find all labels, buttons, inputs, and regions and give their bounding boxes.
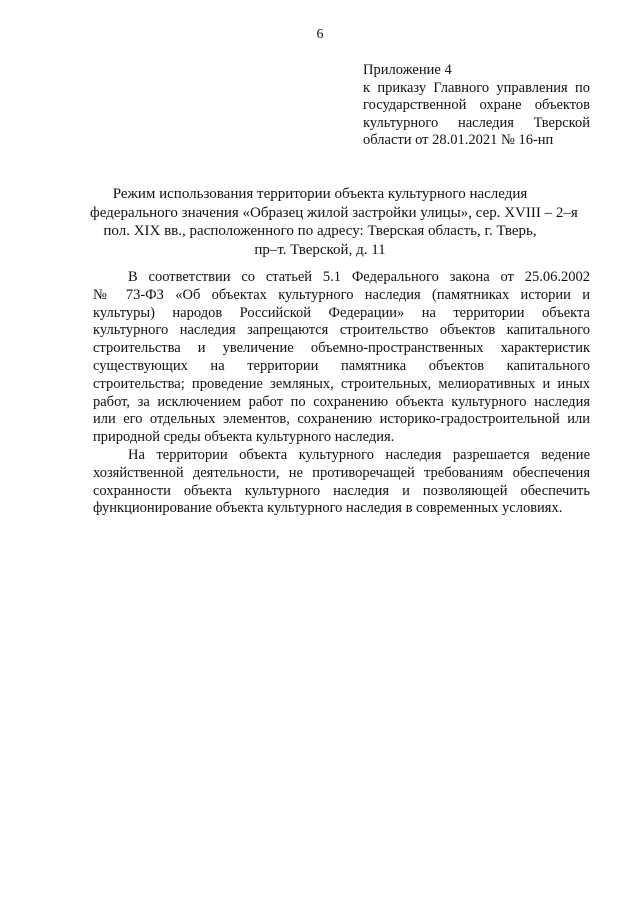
title-line: федерального значения «Образец жилой застройки улицы», сер. XVIII – 2–я — [90, 204, 578, 221]
paragraph-line: функционирование объекта культурного наследия в современных условиях. — [93, 500, 563, 517]
paragraph-line: В соответствии со статьей 5.1 Федерального закона от 25.06.2002 — [128, 269, 590, 285]
appendix-line: Приложение 4 — [363, 62, 452, 78]
paragraph-line: культурного наследия запрещаются строительство объектов капитального — [93, 322, 590, 339]
paragraph-prohibitions — [93, 269, 590, 447]
paragraph-line: № 73-ФЗ «Об объектах культурного наследия (памятниках истории и — [93, 286, 590, 303]
paragraph-line: строительства и увеличение объемно-пространственных характеристик — [93, 340, 590, 357]
paragraph-line: существующих на территории памятника объектов капитального — [93, 357, 590, 374]
paragraph-line: природной среды объекта культурного наследия. — [93, 429, 395, 446]
document-body — [93, 269, 590, 518]
paragraph-line: хозяйственной деятельности, не противоречащей требованиям обеспечения — [93, 464, 590, 481]
title-line: пр–т. Тверской, д. 11 — [254, 241, 386, 258]
title-line: пол. XIX вв., расположенного по адресу: Тверская область, г. Тверь, — [103, 223, 537, 239]
paragraph-line: На территории объекта культурного наследия разрешается ведение — [128, 446, 590, 463]
appendix-line: области от 28.01.2021 № 16-нп — [363, 132, 554, 148]
appendix-line: к приказу Главного управления по — [363, 79, 590, 96]
appendix-line: государственной охране объектов — [363, 97, 590, 113]
appendix-header — [363, 62, 590, 150]
paragraph-permissions — [93, 447, 590, 518]
appendix-line: культурного наследия Тверской — [363, 114, 590, 131]
paragraph-line: или его отдельных элементов, сохранению историко-градостроительной или — [93, 411, 590, 428]
title-line: Режим использования территории объекта культурного наследия — [112, 186, 528, 202]
paragraph-line: сохранности объекта культурного наследия и позволяющей обеспечить — [93, 482, 590, 499]
document-title — [90, 185, 578, 259]
paragraph-line: работ, за исключением работ по сохранению объекта культурного наследия — [93, 393, 590, 410]
page-number: 6 — [316, 27, 324, 42]
paragraph-line: строительства; проведение земляных, строительных, мелиоративных и иных — [93, 375, 590, 392]
paragraph-line: культуры) народов Российской Федерации» на территории объекта — [93, 304, 590, 321]
